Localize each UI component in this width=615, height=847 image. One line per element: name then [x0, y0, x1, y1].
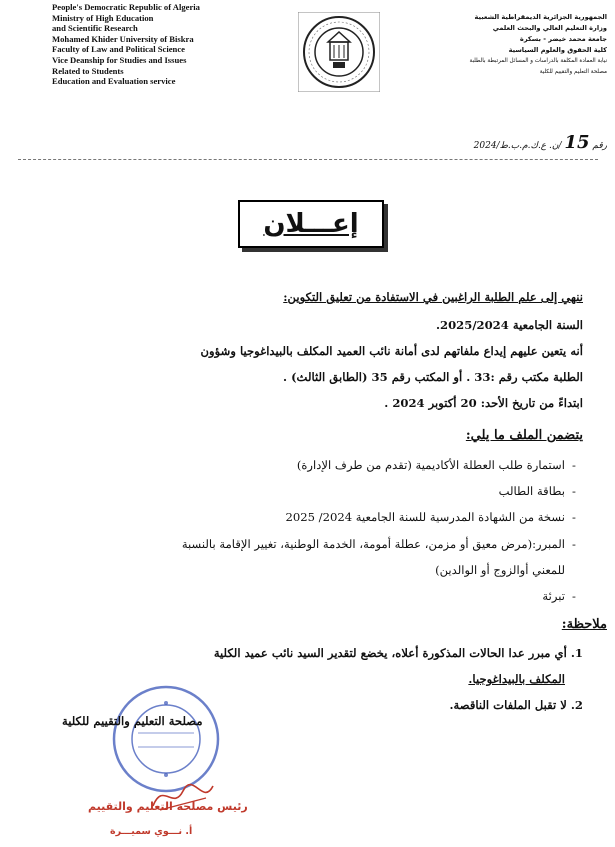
header-line: جامعة محمد خيضر - بسكرة	[519, 35, 607, 43]
list-item: - تبرئة	[542, 589, 583, 603]
header-line: People's Democratic Republic of Algeria	[52, 2, 200, 12]
header-line: Mohamed Khider University of Biskra	[52, 33, 194, 44]
signatory-title: رئيس مصلحة التعليم والتقييم	[88, 800, 248, 813]
note-item-continuation: المكلف بالبيداغوجيا.	[468, 672, 565, 686]
body-line: الطلبة مكتب رقم :33 . أو المكتب رقم 35 (الطابق الثالث) .	[283, 370, 583, 384]
signatory-name: أ. نـــوي سميـــرة	[110, 826, 193, 837]
list-item-continuation: للمعني أوالزوج أو الوالدين)	[435, 563, 565, 577]
reference-number	[474, 132, 607, 153]
list-item: - نسخة من الشهادة المدرسية للسنة الجامعية 2024/ 2025	[285, 510, 583, 524]
body-intro	[283, 290, 583, 304]
university-logo-icon	[298, 12, 380, 92]
body-line: أنه يتعين عليهم إيداع ملفاتهم لدى أمانة نائب العميد المكلف بالبيداغوجيا وشؤون	[200, 344, 583, 358]
header-line: الجمهورية الجزائرية الديمقراطية الشعبية	[474, 13, 607, 21]
note-item: 1. أي مبرر عدا الحالات المذكورة أعلاه، يخضع لتقدير السيد نائب عميد الكلية	[213, 646, 583, 660]
header-line: and Scientific Research	[52, 23, 138, 34]
header-line: وزارة التعليم العالي والبحث العلمي	[492, 24, 607, 32]
body-line: السنة الجامعية 2025/2024.	[436, 318, 583, 332]
header-line: Related to Students	[52, 65, 124, 76]
note-item: 2. لا تقبل الملفات الناقصة.	[449, 698, 583, 712]
notes-heading: ملاحظة:	[561, 617, 607, 632]
list-item: - بطاقة الطالب	[499, 484, 583, 498]
header-line: مصلحة التعليم والتقييم للكلية	[539, 69, 607, 75]
file-heading: يتضمن الملف ما يلي:	[465, 428, 583, 443]
list-item: - المبرر:(مرض معيق أو مزمن، عطلة أمومة، الخدمة الوطنية، تغيير الإقامة بالنسبة	[182, 537, 583, 551]
department-label: مصلحة التعليم والتقييم للكلية	[62, 714, 203, 728]
announcement-title: إعـــلان	[263, 209, 359, 239]
header-arabic	[417, 12, 607, 78]
header-line: Vice Deanship for Studies and Issues	[52, 54, 187, 65]
header-line: كلية الحقوق والعلوم السياسية	[508, 46, 607, 54]
header-line: نيابة العمادة المكلفة بالدراسات و المسائل المرتبطة بالطلبة	[469, 58, 607, 64]
header-line: Ministry of High Education	[52, 12, 154, 23]
list-item: - استمارة طلب العطلة الأكاديمية (تقدم من طرف الإدارة)	[297, 458, 583, 472]
reference-value: 15	[564, 132, 590, 153]
body-line: ننهي إلى علم الطلبة الراغبين في الاستفادة من تعليق التكوين:	[283, 290, 583, 304]
header-line: Faculty of Law and Political Science	[52, 44, 185, 55]
body-line: ابتداءً من تاريخ الأحد: 20 أكتوبر 2024 .	[384, 396, 583, 410]
reference-prefix: رقم	[592, 141, 607, 151]
reference-suffix: /ن. ع.ك.م.ب.ط/2024	[473, 141, 562, 151]
header-divider	[18, 159, 598, 160]
announcement-title-box	[238, 200, 384, 248]
header-english	[52, 2, 252, 87]
header-line: Education and Evaluation service	[52, 76, 176, 87]
